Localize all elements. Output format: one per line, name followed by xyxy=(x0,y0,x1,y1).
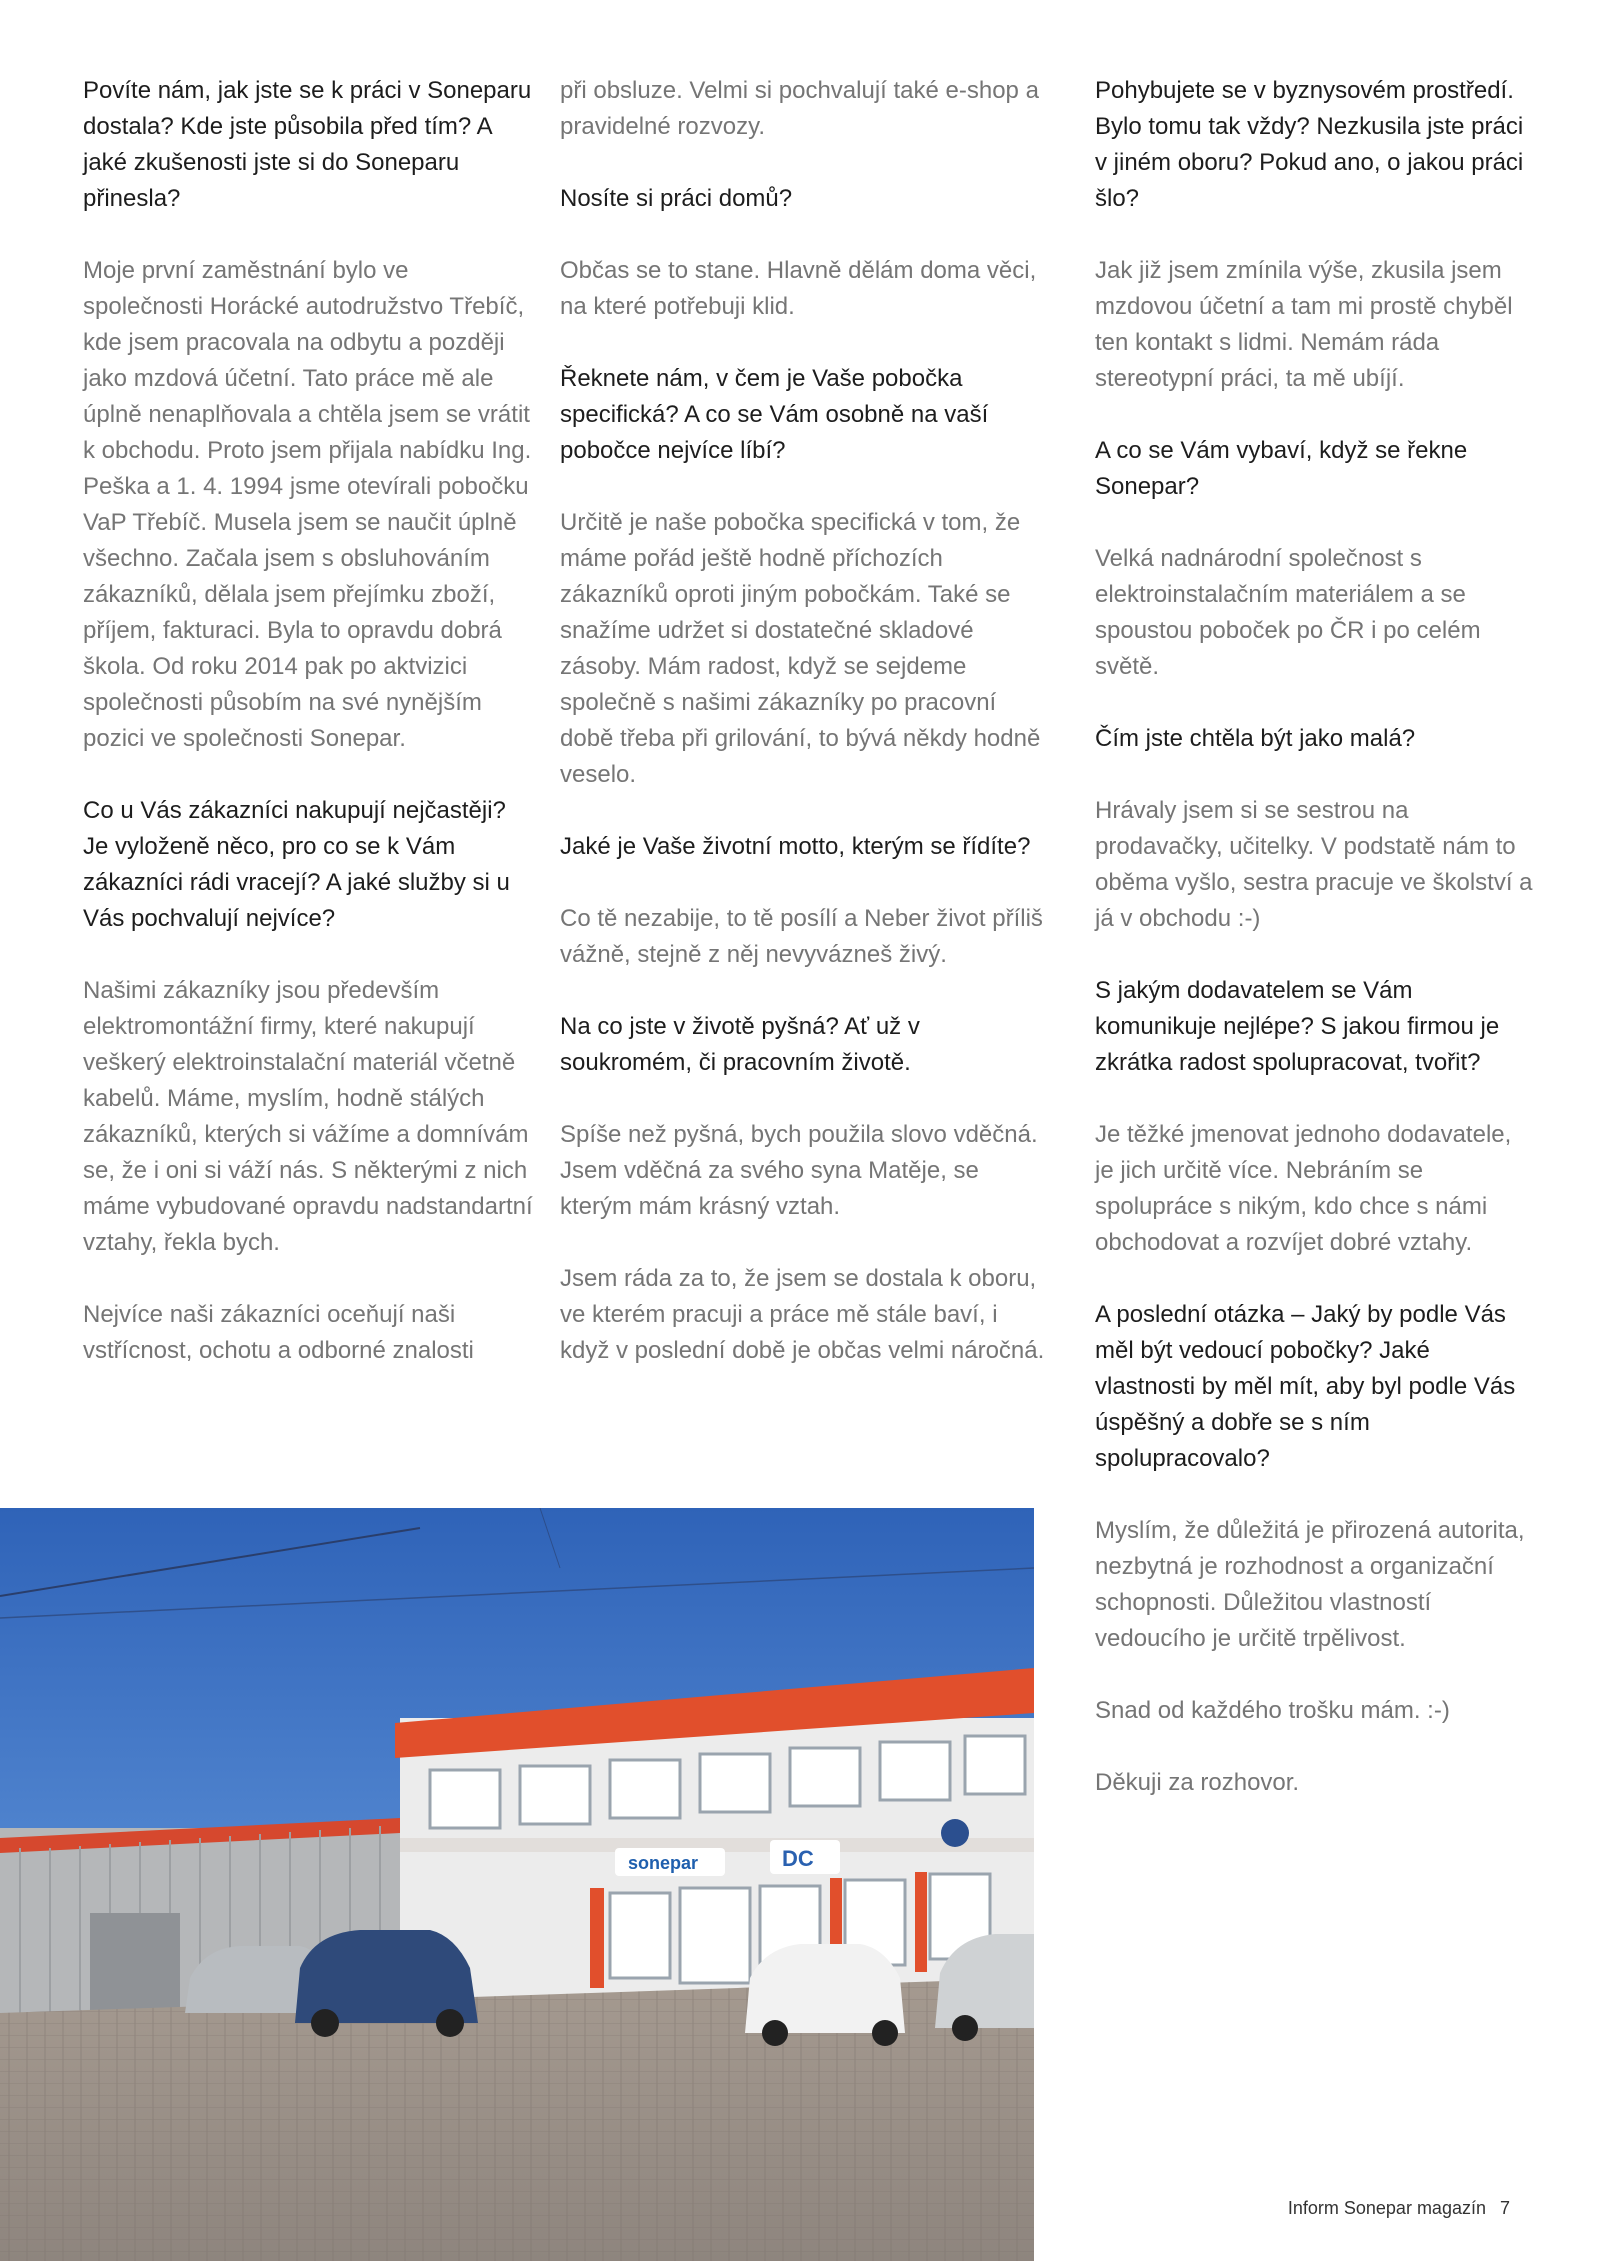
interview-answer: Snad od každého trošku mám. :-) xyxy=(1095,1697,1450,1724)
text-column-3 xyxy=(1095,73,1535,1837)
interview-answer: Určitě je naše pobočka specifická v tom, že máme pořád ještě hodně příchozích zákazníků oproti jiným pobočkám. Také se snažíme udržet si dostatečné skladové zásoby. Mám radost, když se sejdeme společně s našimi zákazníky po pracovní době třeba při grilování, to bývá někdy hodně veselo. xyxy=(560,509,1041,788)
interview-answer: Občas se to stane. Hlavně dělám doma věci, na které potřebuji klid. xyxy=(560,257,1037,320)
interview-question: Nosíte si práci domů? xyxy=(560,185,793,212)
interview-answer: při obsluze. Velmi si pochvalují také e-shop a pravidelné rozvozy. xyxy=(560,77,1039,140)
interview-question: Na co jste v životě pyšná? Ať už v soukromém, či pracovním životě. xyxy=(560,1013,920,1076)
interview-answer: Hrávaly jsem si se sestrou na prodavačky, učitelky. V podstatě nám to oběma vyšlo, sestra pracuje ve školství a já v obchodu :-) xyxy=(1095,797,1533,932)
interview-answer: Myslím, že důležitá je přirozená autorita, nezbytná je rozhodnost a organizační schopnosti. Důležitou vlastností vedoucího je určitě trpělivost. xyxy=(1095,1517,1525,1652)
interview-question: Řeknete nám, v čem je Vaše pobočka specifická? A co se Vám osobně na vaší pobočce nejvíce líbí? xyxy=(560,365,989,464)
interview-answer: Moje první zaměstnání bylo ve společnosti Horácké autodružstvo Třebíč, kde jsem pracovala na odbytu a později jako mzdová účetní. Tato práce mě ale úplně nenaplňovala a chtěla jsem se vrátit k obchodu. Proto jsem přijala nabídku Ing. Peška a 1. 4. 1994 jsme otevírali pobočku VaP Třebíč. Musela jsem se naučit úplně všechno. Začala jsem s obsluhováním zákazníků, dělala jsem přejímku zboží, příjem, fakturaci. Byla to opravdu dobrá škola. Od roku 2014 pak po aktvizici společnosti působím na své nynějším pozici ve společnosti Sonepar. xyxy=(83,257,532,752)
interview-answer: Děkuji za rozhovor. xyxy=(1095,1769,1300,1796)
interview-question: S jakým dodavatelem se Vám komunikuje nejlépe? S jakou firmou je zkrátka radost spolupracovat, tvořit? xyxy=(1095,977,1500,1076)
interview-answer: Nejvíce naši zákazníci oceňují naši vstřícnost, ochotu a odborné znalosti xyxy=(83,1301,474,1364)
interview-question: Čím jste chtěla být jako malá? xyxy=(1095,725,1416,752)
text-column-2 xyxy=(560,73,1050,1405)
interview-answer: Jak již jsem zmínila výše, zkusila jsem mzdovou účetní a tam mi prostě chyběl ten kontakt s lidmi. Nemám ráda stereotypní práci, ta mě ubíjí. xyxy=(1095,257,1513,392)
branch-building-photo xyxy=(0,1508,1034,2261)
interview-answer: Co tě nezabije, to tě posílí a Neber život příliš vážně, stejně z něj nevyvázneš živý. xyxy=(560,905,1043,968)
interview-answer: Jsem ráda za to, že jsem se dostala k oboru, ve kterém pracuji a práce mě stále baví, i když v poslední době je občas velmi náročná. xyxy=(560,1265,1045,1364)
interview-answer: Velká nadnárodní společnost s elektroinstalačním materiálem a se spoustou poboček po ČR i po celém světě. xyxy=(1095,545,1481,680)
interview-question: Co u Vás zákazníci nakupují nejčastěji? Je vyloženě něco, pro co se k Vám zákazníci rádi vracejí? A jaké služby si u Vás pochvalují nejvíce? xyxy=(83,797,510,932)
page-number: 7 xyxy=(1499,2198,1510,2218)
interview-question: Pohybujete se v byznysovém prostředí. Bylo tomu tak vždy? Nezkusila jste práci v jiném oboru? Pokud ano, o jakou práci šlo? xyxy=(1095,77,1524,212)
interview-answer: Je těžké jmenovat jednoho dodavatele, je jich určitě více. Nebráním se spolupráce s nikým, kdo chce s námi obchodovat a rozvíjet dobré vztahy. xyxy=(1095,1121,1512,1256)
text-column-1 xyxy=(83,73,533,1405)
dc-sign: DC xyxy=(782,1846,814,1871)
interview-question: Jaké je Vaše životní motto, kterým se řídíte? xyxy=(560,833,1031,860)
page-footer xyxy=(1288,2196,1510,2220)
interview-question: A co se Vám vybaví, když se řekne Sonepar? xyxy=(1095,437,1468,500)
interview-answer: Spíše než pyšná, bych použila slovo vděčná. Jsem vděčná za svého syna Matěje, se kterým mám krásný vztah. xyxy=(560,1121,1038,1220)
interview-question: A poslední otázka – Jaký by podle Vás měl být vedoucí pobočky? Jaké vlastnosti by měl mít, aby byl podle Vás úspěšný a dobře se s ním spolupracovalo? xyxy=(1095,1301,1516,1472)
interview-question: Povíte nám, jak jste se k práci v Soneparu dostala? Kde jste působila před tím? A jaké zkušenosti jste si do Soneparu přinesla? xyxy=(83,77,532,212)
magazine-name: Inform Sonepar magazín xyxy=(1287,2198,1486,2218)
sonepar-sign: sonepar xyxy=(628,1853,699,1873)
interview-answer: Našimi zákazníky jsou především elektromontážní firmy, které nakupují veškerý elektroinstalační materiál včetně kabelů. Máme, myslím, hodně stálých zákazníků, kterých si vážíme a domnívám se, že i oni si váží nás. S některými z nich máme vybudované opravdu nadstandartní vztahy, řekla bych. xyxy=(83,977,533,1256)
